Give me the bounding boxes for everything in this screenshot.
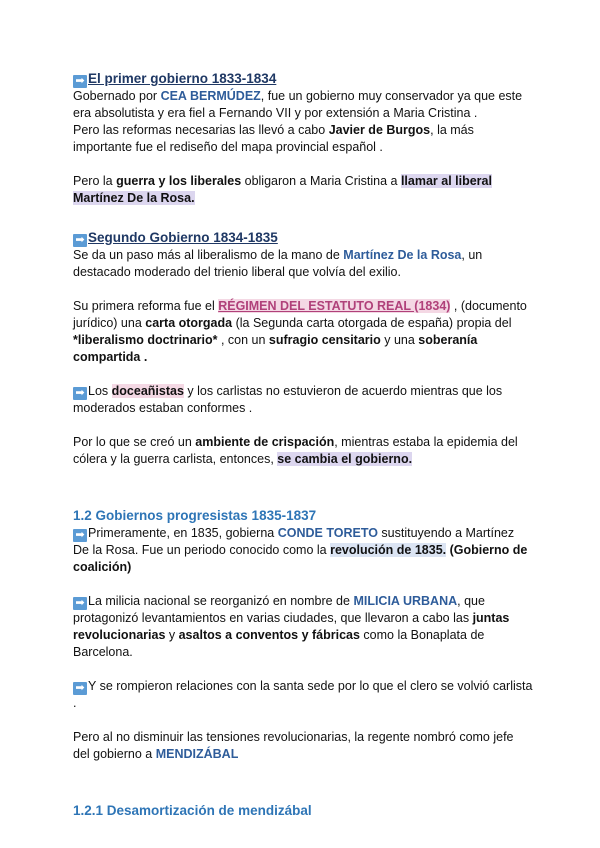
paragraph: Su primera reforma fue el RÉGIMEN DEL ESTATUTO REAL (1834) , (documento jurídico) una carta otorgada (la Segunda carta otorgada de españa) propia del *liberalismo doctrinario* , con un sufragio censitario y una soberanía compartida . — [73, 299, 527, 364]
arrow-icon: ➡ — [73, 597, 87, 610]
arrow-icon: ➡ — [73, 529, 87, 542]
paragraph: Pero al no disminuir las tensiones revolucionarias, la regente nombró como jefe del gobierno a MENDIZÁBAL — [73, 730, 514, 761]
name-javier-de-burgos: Javier de Burgos — [328, 123, 431, 137]
heading-gobiernos-progresistas: 1.2 Gobiernos progresistas 1835-1837 — [73, 508, 317, 523]
arrow-icon: ➡ — [73, 234, 87, 247]
name-milicia-urbana: MILICIA URBANA — [353, 594, 458, 608]
arrow-icon: ➡ — [73, 387, 87, 400]
highlight: llamar al liberal Martínez De la Rosa. — [73, 174, 492, 205]
paragraph: Pero la guerra y los liberales obligaron a Maria Cristina a llamar al liberal Martínez De la Rosa. — [73, 174, 492, 205]
document-page — [73, 70, 533, 820]
highlight: revolución de 1835. — [330, 543, 447, 557]
estatuto-real-link: RÉGIMEN DEL ESTATUTO REAL — [218, 299, 415, 313]
paragraph: ➡ Y se rompieron relaciones con la santa sede por lo que el clero se volvió carlista . — [73, 679, 533, 710]
paragraph: ➡ La milicia nacional se reorganizó en nombre de MILICIA URBANA, que protagonizó levantamientos en varias ciudades, que llevaron a cabo las juntas revolucionarias y asaltos a conventos y fábricas como la Bonaplata de Barcelona. — [73, 594, 510, 659]
heading-segundo-gobierno: ➡ Segundo Gobierno 1834-1835 — [73, 229, 533, 247]
paragraph: Gobernado por CEA BERMÚDEZ, fue un gobierno muy conservador ya que este era absolutista y era fiel a Fernando VII y por extensión a Maria Cristina . — [73, 89, 523, 120]
arrow-icon: ➡ — [73, 75, 87, 88]
heading-primer-gobierno: ➡ El primer gobierno 1833-1834 — [73, 70, 533, 88]
heading-desamortizacion: 1.2.1 Desamortización de mendizábal — [73, 803, 312, 818]
highlight: doceañistas — [111, 384, 184, 398]
highlight: se cambia el gobierno. — [277, 452, 413, 466]
paragraph: Por lo que se creó un ambiente de crispación, mientras estaba la epidemia del cólera y la guerra carlista, entonces, se cambia el gobierno. — [73, 435, 518, 466]
name-mendizabal: MENDIZÁBAL — [155, 747, 239, 761]
paragraph: Se da un paso más al liberalismo de la mano de Martínez De la Rosa, un destacado moderado del trienio liberal que volvía del exilio. — [73, 248, 483, 279]
paragraph: Pero las reformas necesarias las llevó a cabo Javier de Burgos, la más importante fue el rediseño del mapa provincial español . — [73, 123, 474, 154]
arrow-icon: ➡ — [73, 682, 87, 695]
name-martinez-de-la-rosa: Martínez De la Rosa — [343, 248, 462, 262]
name-cea-bermudez: CEA BERMÚDEZ — [160, 89, 261, 103]
paragraph: ➡ Los doceañistas y los carlistas no estuvieron de acuerdo mientras que los moderados estaban conformes . — [73, 384, 503, 415]
paragraph: ➡ Primeramente, en 1835, gobierna CONDE TORETO sustituyendo a Martínez De la Rosa. Fue un periodo conocido como la revolución de 1835. (Gobierno de coalición) — [73, 526, 528, 574]
name-conde-toreto: CONDE TORETO — [277, 526, 378, 540]
